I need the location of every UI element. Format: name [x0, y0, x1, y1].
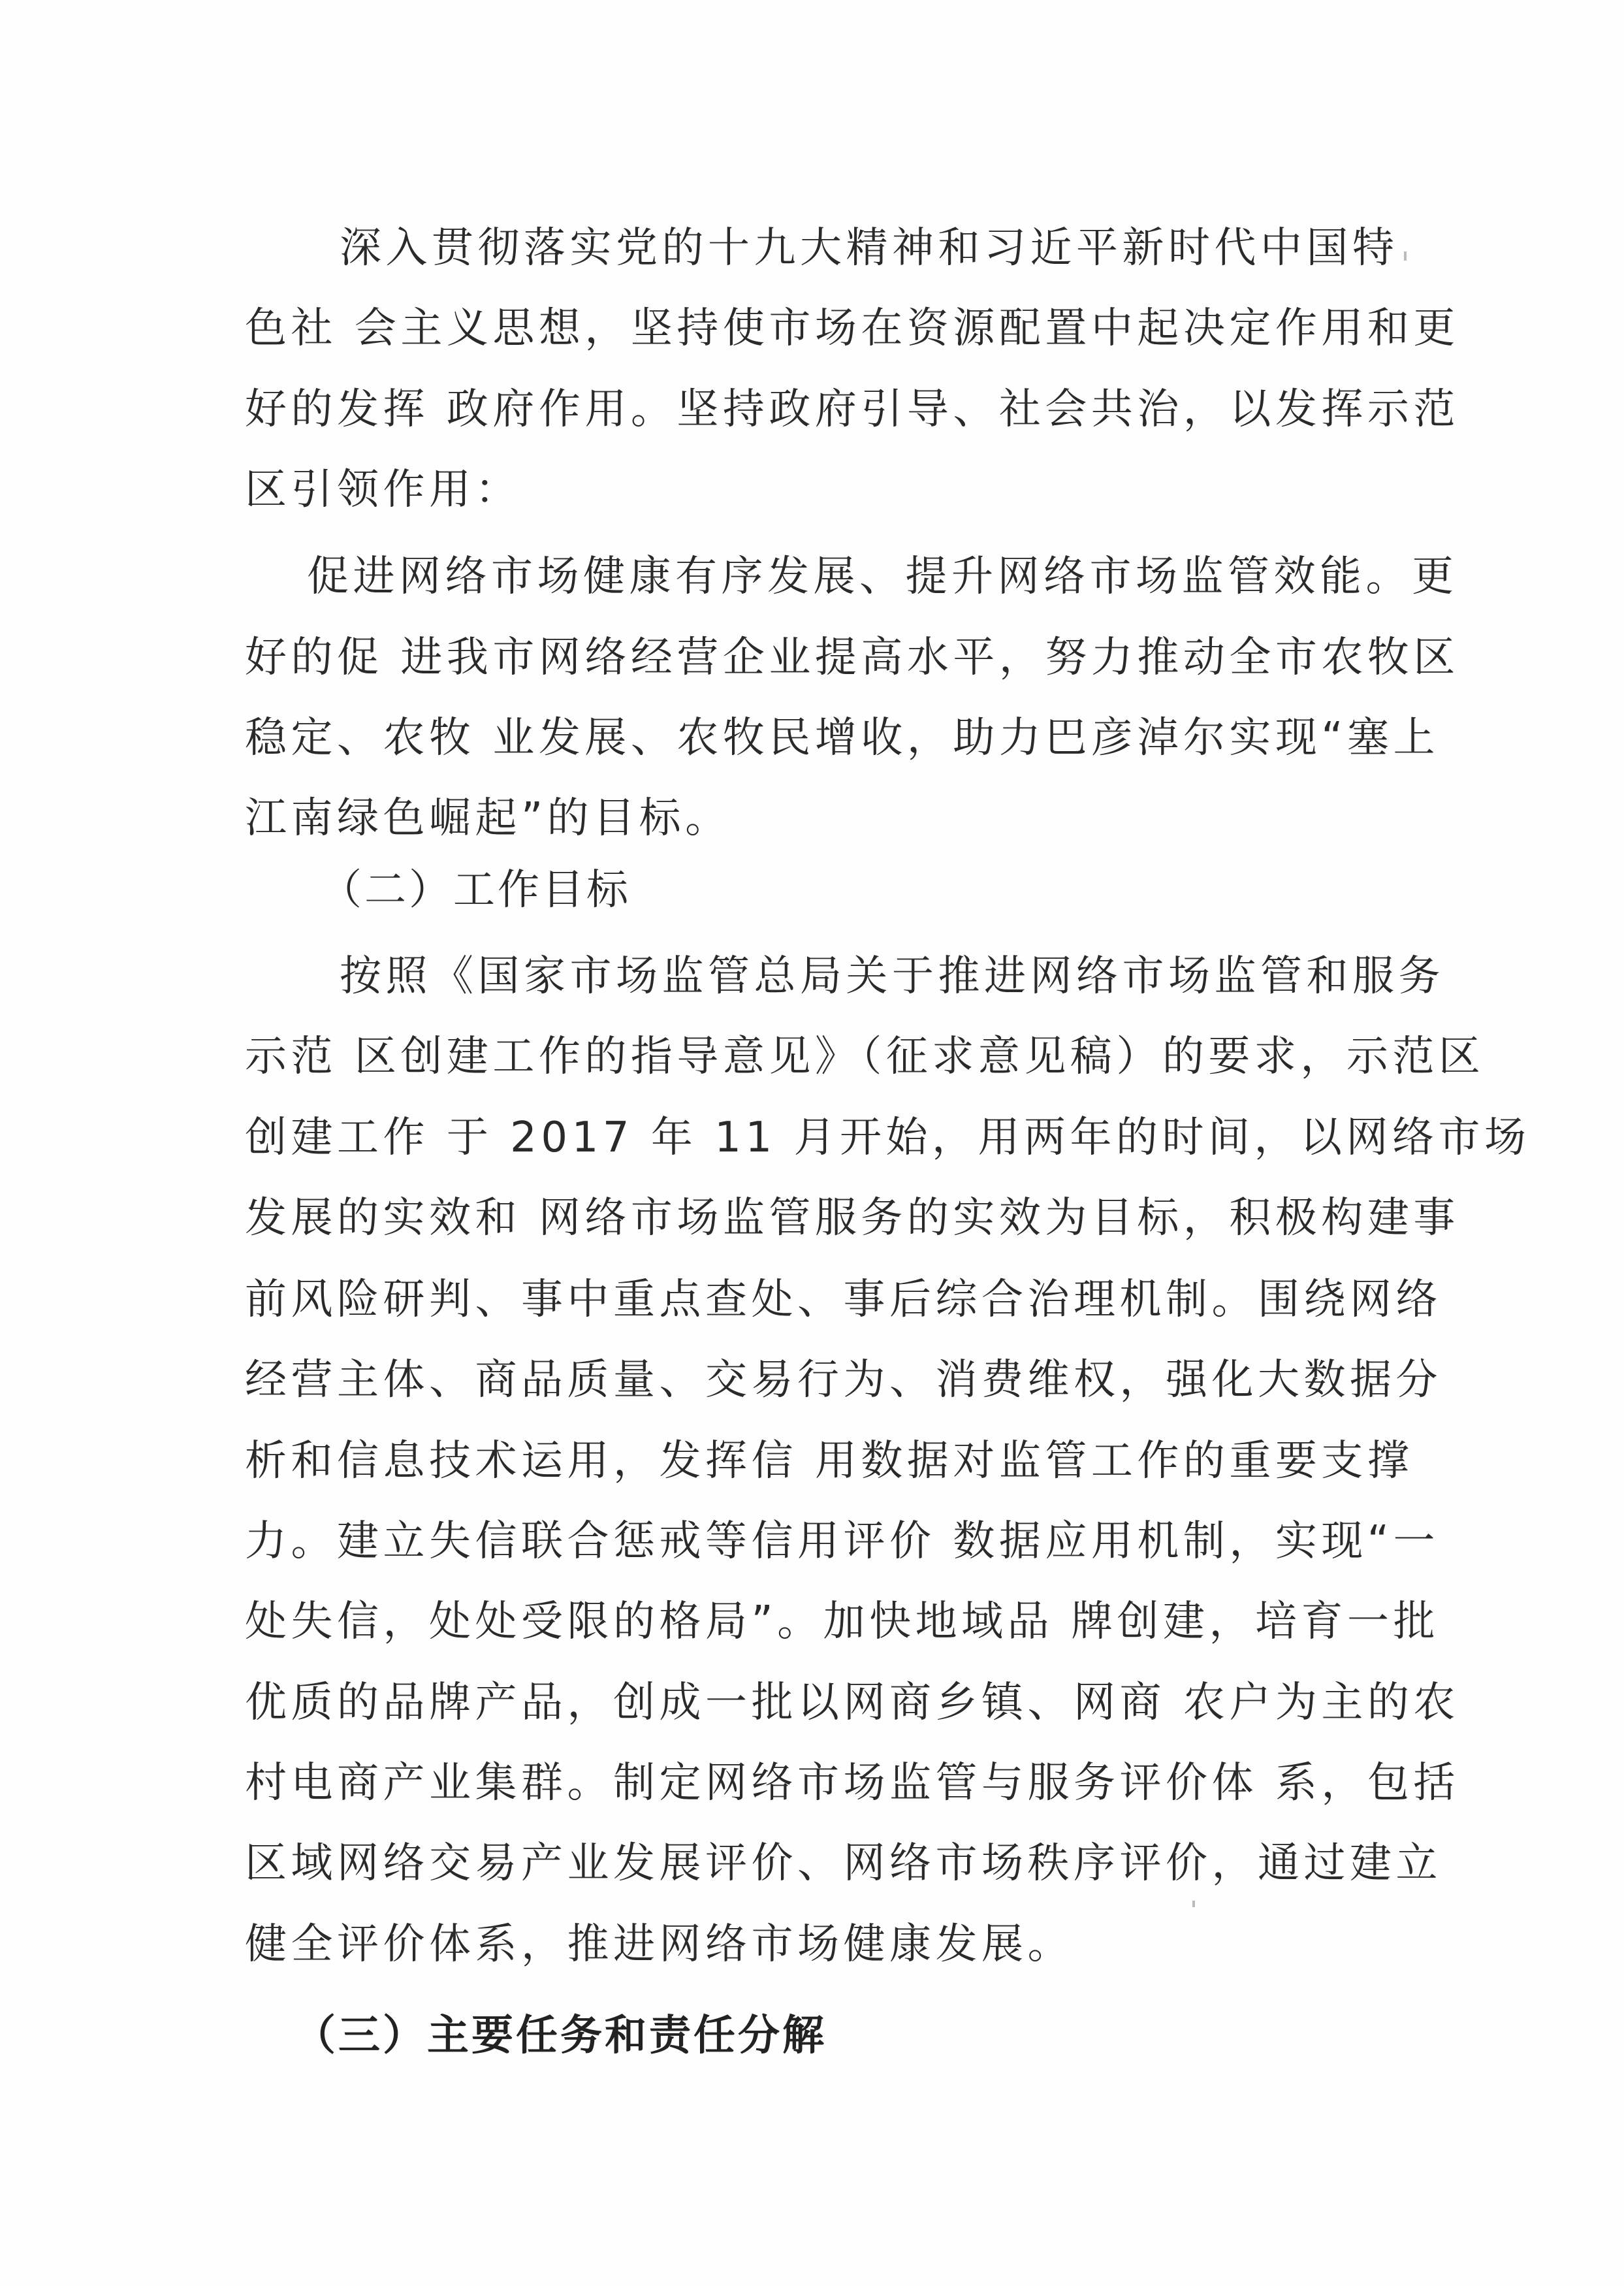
paragraph-line: 示范 区创建工作的指导意见》（征求意见稿）的要求，示范区 [245, 1033, 1485, 1081]
paragraph-line: 好的促 进我市网络经营企业提高水平，努力推动全市农牧区 [245, 634, 1459, 682]
paragraph-line: 区域网络交易产业发展评价、网络市场秩序评价，通过建立 [245, 1839, 1442, 1888]
scan-speck [1192, 1901, 1195, 1907]
paragraph-line: 区引领作用： [245, 466, 521, 514]
paragraph-line: 稳定、农牧 业发展、农牧民增收，助力巴彦淖尔实现“塞上 [245, 714, 1439, 762]
paragraph-line: 健全评价体系，推进网络市场健康发展。 [245, 1920, 1074, 1969]
paragraph-line: 按照《国家市场监管总局关于推进网络市场监管和服务 [340, 952, 1444, 1001]
paragraph-line: 深入贯彻落实党的十九大精神和习近平新时代中国特 [340, 224, 1399, 272]
paragraph-line: 促进网络市场健康有序发展、提升网络市场监管效能。更 [307, 553, 1458, 601]
paragraph-line: 优质的品牌产品，创成一批以网商乡镇、网商 农户为主的农 [245, 1679, 1459, 1727]
paragraph-line: 江南绿色崛起”的目标。 [245, 794, 731, 843]
paragraph-line: 经营主体、商品质量、交易行为、消费维权，强化大数据分 [245, 1356, 1442, 1404]
paragraph-line: 力。建立失信联合惩戒等信用评价 数据应用机制，实现“一 [245, 1517, 1439, 1566]
paragraph-line: 创建工作 于 2017 年 11 月开始，用两年的时间，以网络市场 [245, 1114, 1531, 1162]
paragraph-line: 前风险研判、事中重点查处、事后综合治理机制。围绕网络 [245, 1276, 1442, 1324]
paragraph-line: 处失信，处处受限的格局”。加快地域品 牌创建，培育一批 [245, 1598, 1439, 1646]
paragraph-line: 好的发挥 政府作用。坚持政府引导、社会共治，以发挥示范 [245, 385, 1459, 434]
section-heading-work-objectives: （二）工作目标 [320, 866, 631, 914]
section-heading-main-tasks: （三）主要任务和责任分解 [294, 2012, 827, 2060]
paragraph-line: 村电商产业集群。制定网络市场监管与服务评价体 系，包括 [245, 1759, 1459, 1807]
paragraph-line: 发展的实效和 网络市场监管服务的实效为目标，积极构建事 [245, 1194, 1459, 1242]
scan-speck [1404, 251, 1407, 261]
paragraph-line: 析和信息技术运用，发挥信 用数据对监管工作的重要支撑 [245, 1437, 1414, 1485]
paragraph-line: 色社 会主义思想，坚持使市场在资源配置中起决定作用和更 [245, 304, 1459, 353]
